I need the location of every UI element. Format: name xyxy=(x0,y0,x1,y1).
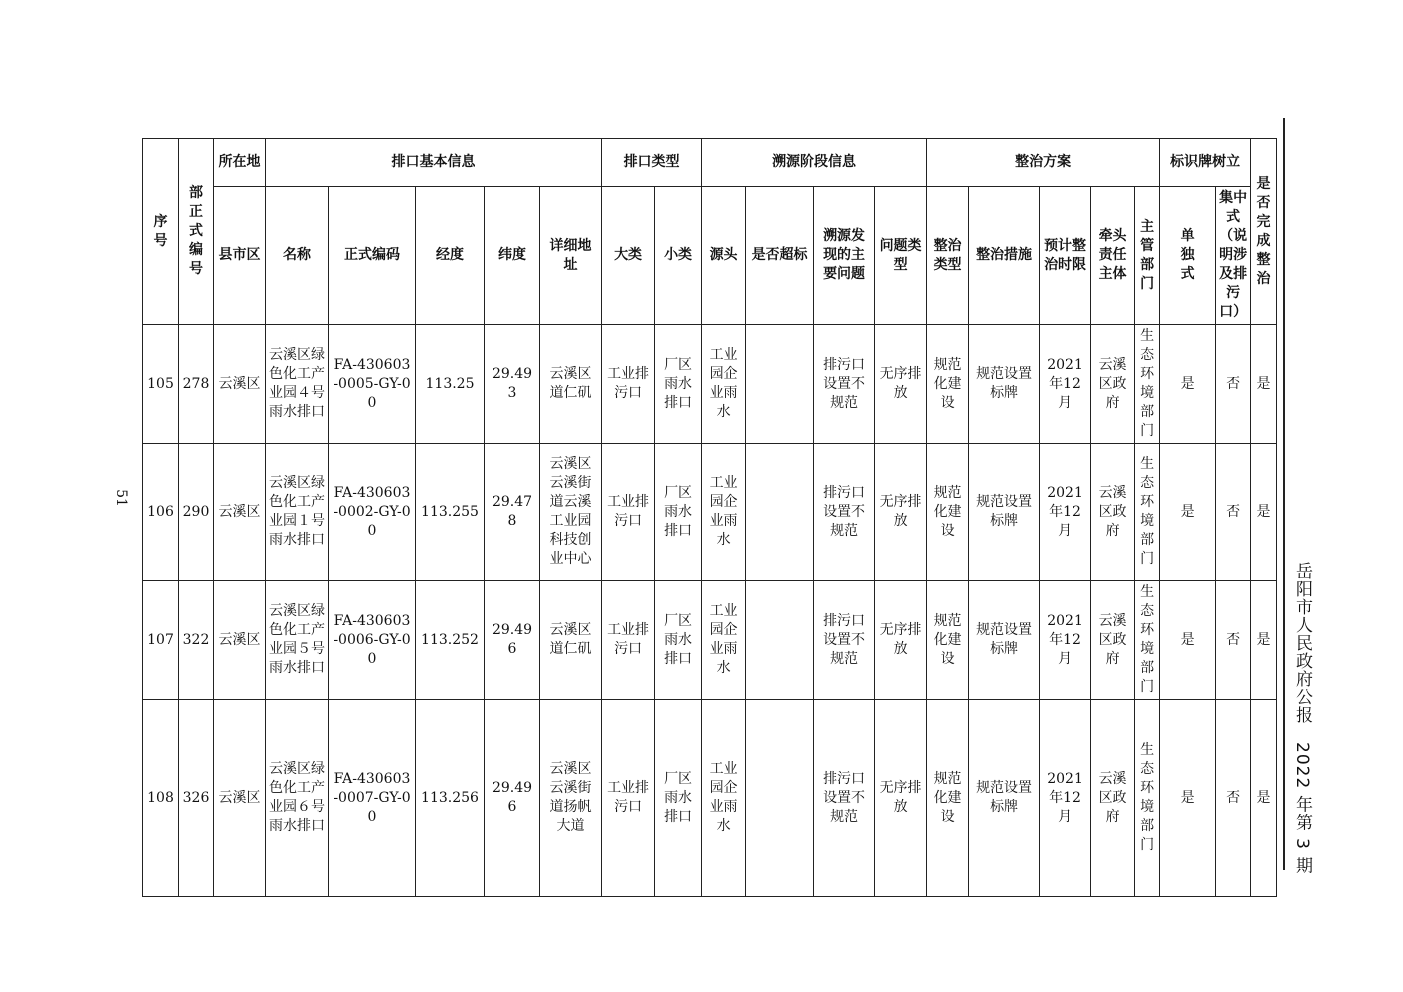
header-location-sub: 县市区 xyxy=(214,187,266,325)
cell-major: 工业排污口 xyxy=(602,581,655,700)
cell-seq: 108 xyxy=(143,700,179,897)
cell-minor: 厂区雨水排口 xyxy=(655,581,702,700)
cell-rect-type: 规范化建设 xyxy=(927,444,969,581)
cell-name: 云溪区绿色化工产业园４号雨水排口 xyxy=(266,325,329,444)
cell-minor: 厂区雨水排口 xyxy=(655,700,702,897)
cell-measure: 规范设置标牌 xyxy=(969,581,1040,700)
table-row xyxy=(143,581,1277,700)
header-lon: 经度 xyxy=(416,187,485,325)
cell-code-no: 322 xyxy=(179,581,214,700)
header-lat: 纬度 xyxy=(485,187,540,325)
cell-lead: 云溪区政府 xyxy=(1091,700,1135,897)
cell-exceed xyxy=(746,581,814,700)
table-row xyxy=(143,700,1277,897)
cell-code: FA-430603-0002-GY-00 xyxy=(329,444,416,581)
cell-measure: 规范设置标牌 xyxy=(969,325,1040,444)
table-row xyxy=(143,444,1277,581)
table-row xyxy=(143,325,1277,444)
cell-problem: 排污口设置不规范 xyxy=(814,444,875,581)
cell-deadline: 2021年12月 xyxy=(1040,700,1091,897)
header-lead: 牵头责任主体 xyxy=(1091,187,1135,325)
header-major: 大类 xyxy=(602,187,655,325)
header-seq: 序号 xyxy=(143,139,179,325)
header-address: 详细地址 xyxy=(540,187,602,325)
header-measure: 整治措施 xyxy=(969,187,1040,325)
cell-address: 云溪区道仁矶 xyxy=(540,581,602,700)
outfall-table xyxy=(142,138,1277,897)
cell-county: 云溪区 xyxy=(214,581,266,700)
cell-minor: 厂区雨水排口 xyxy=(655,325,702,444)
cell-seq: 107 xyxy=(143,581,179,700)
cell-code: FA-430603-0007-GY-00 xyxy=(329,700,416,897)
header-rect-type: 整治类型 xyxy=(927,187,969,325)
cell-rect-type: 规范化建设 xyxy=(927,325,969,444)
cell-lead: 云溪区政府 xyxy=(1091,444,1135,581)
cell-source: 工业园企业雨水 xyxy=(702,700,746,897)
cell-problem: 排污口设置不规范 xyxy=(814,581,875,700)
cell-single: 是 xyxy=(1160,444,1216,581)
cell-code-no: 290 xyxy=(179,444,214,581)
cell-lon: 113.252 xyxy=(416,581,485,700)
header-minor: 小类 xyxy=(655,187,702,325)
cell-rect-type: 规范化建设 xyxy=(927,581,969,700)
cell-major: 工业排污口 xyxy=(602,444,655,581)
header-problem-type: 问题类型 xyxy=(875,187,927,325)
cell-address: 云溪区道仁矶 xyxy=(540,325,602,444)
header-single: 单独式 xyxy=(1160,187,1216,325)
cell-source: 工业园企业雨水 xyxy=(702,581,746,700)
cell-problem-type: 无序排放 xyxy=(875,700,927,897)
cell-single: 是 xyxy=(1160,700,1216,897)
cell-dept: 生态环境部门 xyxy=(1135,581,1160,700)
header-sign-group: 标识牌树立 xyxy=(1160,139,1251,187)
cell-problem-type: 无序排放 xyxy=(875,325,927,444)
cell-done: 是 xyxy=(1251,444,1277,581)
header-problem: 溯源发现的主要问题 xyxy=(814,187,875,325)
cell-source: 工业园企业雨水 xyxy=(702,444,746,581)
cell-deadline: 2021年12月 xyxy=(1040,444,1091,581)
journal-name: 岳阳市人民政府公报 xyxy=(1292,562,1312,724)
journal-spacer xyxy=(1292,724,1312,742)
cell-dept: 生态环境部门 xyxy=(1135,325,1160,444)
cell-done: 是 xyxy=(1251,581,1277,700)
cell-problem-type: 无序排放 xyxy=(875,444,927,581)
cell-central: 否 xyxy=(1216,444,1251,581)
cell-code: FA-430603-0006-GY-00 xyxy=(329,581,416,700)
cell-single: 是 xyxy=(1160,325,1216,444)
cell-problem: 排污口设置不规范 xyxy=(814,700,875,897)
cell-name: 云溪区绿色化工产业园１号雨水排口 xyxy=(266,444,329,581)
cell-done: 是 xyxy=(1251,700,1277,897)
cell-central: 否 xyxy=(1216,581,1251,700)
header-source: 源头 xyxy=(702,187,746,325)
cell-problem: 排污口设置不规范 xyxy=(814,325,875,444)
cell-deadline: 2021年12月 xyxy=(1040,581,1091,700)
header-basic-info: 排口基本信息 xyxy=(266,139,602,187)
cell-lead: 云溪区政府 xyxy=(1091,325,1135,444)
header-type-group: 排口类型 xyxy=(602,139,702,187)
cell-address: 云溪区云溪街道云溪工业园科技创业中心 xyxy=(540,444,602,581)
cell-source: 工业园企业雨水 xyxy=(702,325,746,444)
cell-county: 云溪区 xyxy=(214,325,266,444)
cell-seq: 105 xyxy=(143,325,179,444)
cell-exceed xyxy=(746,444,814,581)
cell-measure: 规范设置标牌 xyxy=(969,444,1040,581)
cell-central: 否 xyxy=(1216,700,1251,897)
cell-dept: 生态环境部门 xyxy=(1135,700,1160,897)
header-done: 是否完成整治 xyxy=(1251,139,1277,325)
cell-minor: 厂区雨水排口 xyxy=(655,444,702,581)
cell-address: 云溪区云溪街道扬帆大道 xyxy=(540,700,602,897)
cell-major: 工业排污口 xyxy=(602,700,655,897)
cell-code-no: 326 xyxy=(179,700,214,897)
header-exceed: 是否超标 xyxy=(746,187,814,325)
cell-exceed xyxy=(746,325,814,444)
cell-lat: 29.493 xyxy=(485,325,540,444)
header-name: 名称 xyxy=(266,187,329,325)
cell-exceed xyxy=(746,700,814,897)
header-plan-group: 整治方案 xyxy=(927,139,1160,187)
cell-rect-type: 规范化建设 xyxy=(927,700,969,897)
cell-code-no: 278 xyxy=(179,325,214,444)
cell-name: 云溪区绿色化工产业园６号雨水排口 xyxy=(266,700,329,897)
cell-dept: 生态环境部门 xyxy=(1135,444,1160,581)
cell-lon: 113.255 xyxy=(416,444,485,581)
cell-lon: 113.256 xyxy=(416,700,485,897)
cell-county: 云溪区 xyxy=(214,444,266,581)
header-deadline: 预计整治时限 xyxy=(1040,187,1091,325)
journal-issue: 2022 年第 3 期 xyxy=(1292,742,1312,875)
header-trace-group: 溯源阶段信息 xyxy=(702,139,927,187)
cell-lat: 29.478 xyxy=(485,444,540,581)
header-location: 所在地 xyxy=(214,139,266,187)
cell-central: 否 xyxy=(1216,325,1251,444)
cell-lead: 云溪区政府 xyxy=(1091,581,1135,700)
cell-done: 是 xyxy=(1251,325,1277,444)
cell-code: FA-430603-0005-GY-00 xyxy=(329,325,416,444)
cell-major: 工业排污口 xyxy=(602,325,655,444)
header-central: 集中式（说明涉及排污口） xyxy=(1216,187,1251,325)
page-number: 51 xyxy=(112,489,129,507)
cell-single: 是 xyxy=(1160,581,1216,700)
cell-name: 云溪区绿色化工产业园５号雨水排口 xyxy=(266,581,329,700)
cell-problem-type: 无序排放 xyxy=(875,581,927,700)
cell-seq: 106 xyxy=(143,444,179,581)
cell-deadline: 2021年12月 xyxy=(1040,325,1091,444)
cell-lat: 29.496 xyxy=(485,581,540,700)
cell-measure: 规范设置标牌 xyxy=(969,700,1040,897)
header-code: 正式编码 xyxy=(329,187,416,325)
header-dept-code: 部正式编号 xyxy=(179,139,214,325)
cell-lat: 29.496 xyxy=(485,700,540,897)
cell-county: 云溪区 xyxy=(214,700,266,897)
journal-footer xyxy=(1290,562,1315,874)
margin-rule xyxy=(1283,118,1285,870)
cell-lon: 113.25 xyxy=(416,325,485,444)
header-dept: 主管部门 xyxy=(1135,187,1160,325)
